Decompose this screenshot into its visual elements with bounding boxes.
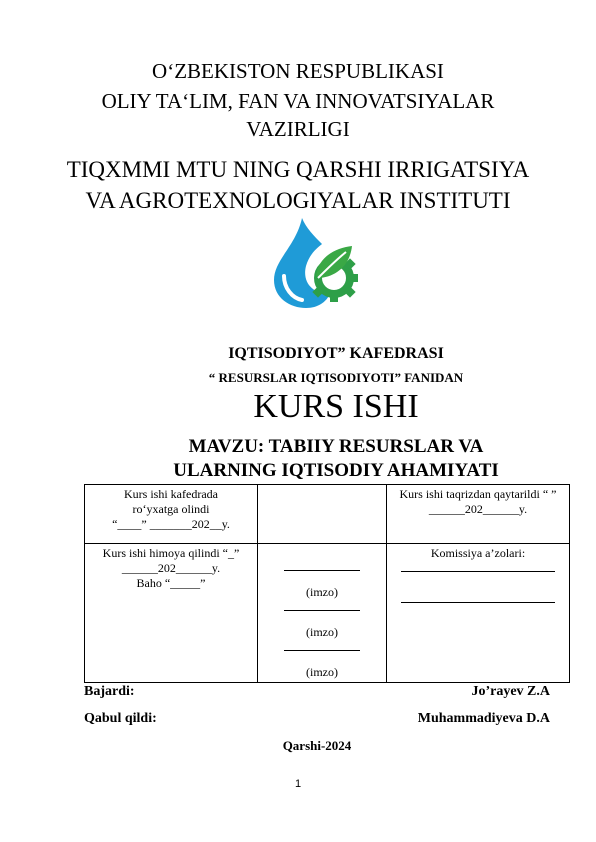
ministry-line-3: VAZIRLIGI: [246, 117, 350, 141]
subject-title: “ RESURSLAR IQTISODIYOTI” FANIDAN: [208, 370, 464, 385]
registration-cell: Kurs ishi kafedrada ro‘yxatga olindi “____” _______202__y.: [85, 485, 258, 544]
institute-line-2: VA AGROTEXNOLOGIYALAR INSTITUTI: [85, 188, 511, 213]
signature-line: [284, 610, 360, 611]
commission-cell: [387, 544, 570, 683]
work-type-title: KURS ISHI: [253, 388, 419, 425]
page-number: 1: [294, 778, 302, 790]
signatures-cell: [258, 544, 387, 683]
author-name: Jo’rayev Z.A: [471, 684, 550, 699]
ministry-line-2: OLIY TA‘LIM, FAN VA INNOVATSIYALAR: [101, 89, 495, 113]
topic-line-1: MAVZU: TABIIY RESURSLAR VA: [188, 436, 484, 457]
commission-line: [401, 571, 555, 572]
topic-line-2: ULARNING IQTISODIY AHAMIYATI: [173, 460, 499, 481]
defense-cell: Kurs ishi himoya qilindi “_” ______202______y. Baho “_____”: [85, 544, 258, 683]
signature-label: (imzo): [306, 585, 338, 599]
accepted-name: Muhammadiyeva D.A: [417, 711, 550, 726]
commission-line: [401, 602, 555, 603]
commission-label: Komissiya a’zolari:: [430, 546, 526, 560]
accepted-label: Qabul qildi:: [84, 711, 157, 726]
review-cell: Kurs ishi taqrizdan qaytarildi “ ” ______202______y.: [387, 485, 570, 544]
city-year: Qarshi-2024: [282, 738, 352, 753]
signature-label: (imzo): [306, 665, 338, 679]
signature-line: [284, 650, 360, 651]
department-title: IQTISODIYOT” KAFEDRASI: [228, 345, 444, 362]
empty-cell: [258, 485, 387, 544]
signature-label: (imzo): [306, 625, 338, 639]
institute-logo: [272, 216, 364, 310]
ministry-line-1: O‘ZBEKISTON RESPUBLIKASI: [152, 59, 444, 83]
signature-line: [284, 570, 360, 571]
institute-line-1: TIQXMMI MTU NING QARSHI IRRIGATSIYA: [66, 157, 530, 182]
author-label: Bajardi:: [84, 684, 135, 699]
registration-table: [84, 484, 570, 683]
